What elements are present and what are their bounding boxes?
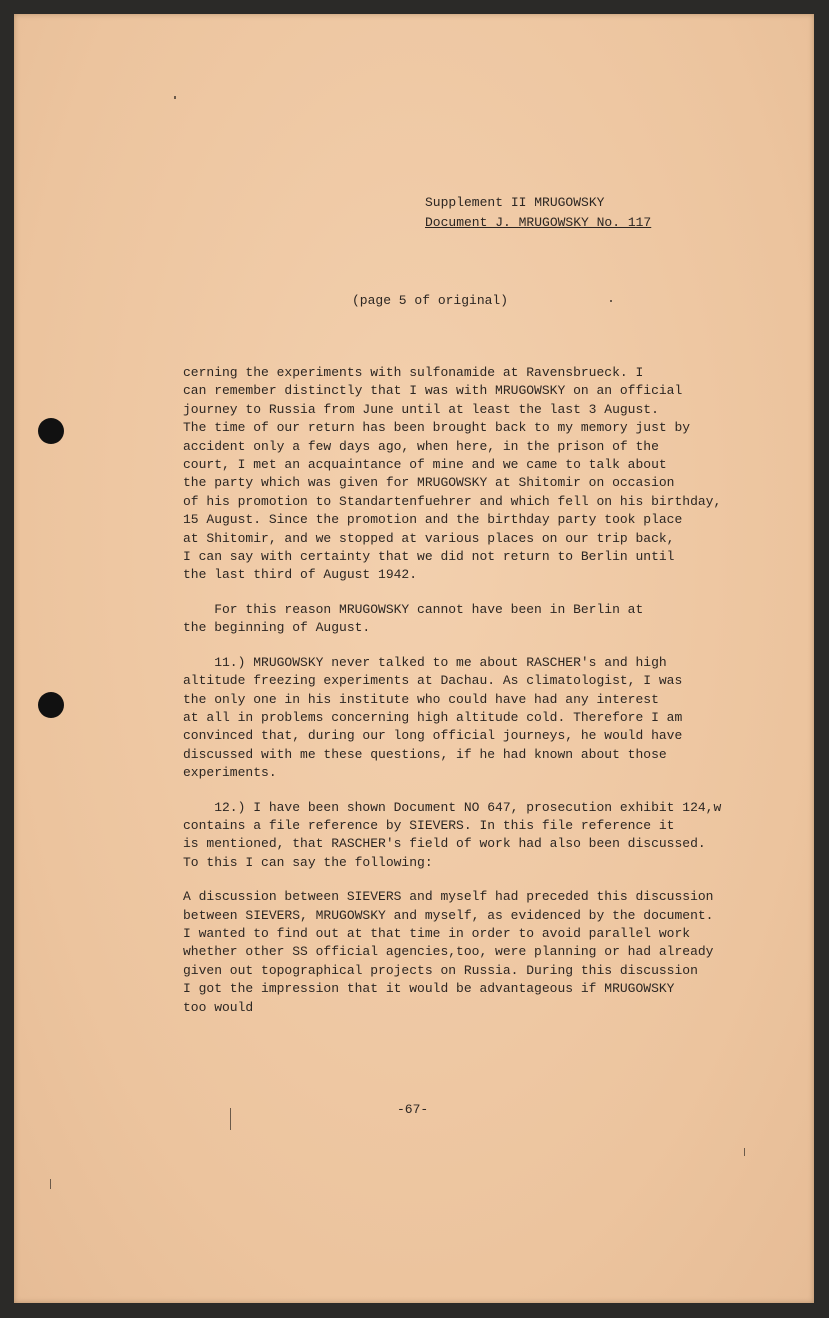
- header-document-number: Document J. MRUGOWSKY No. 117: [425, 215, 652, 230]
- text-line: journey to Russia from June until at least the last 3 August.: [183, 401, 659, 417]
- text-line: contains a file reference by SIEVERS. In this file reference it: [183, 817, 675, 833]
- page-reference: (page 5 of original): [352, 293, 509, 308]
- text-line: experiments.: [183, 765, 277, 781]
- text-line: the last third of August 1942.: [183, 567, 418, 583]
- header-supplement: Supplement II MRUGOWSKY: [425, 195, 605, 210]
- text-line: A discussion between SIEVERS and myself had preceded this discussion: [183, 889, 714, 905]
- text-line: To this I can say the following:: [183, 854, 433, 870]
- document-body: [183, 364, 773, 1017]
- text-line: convinced that, during our long official journeys, he would have: [183, 728, 683, 744]
- text-line: is mentioned, that RASCHER's field of work had also been discussed.: [183, 836, 706, 852]
- paragraph-4: [183, 799, 773, 873]
- text-line: can remember distinctly that I was with MRUGOWSKY on an official: [183, 383, 683, 399]
- text-line: For this reason MRUGOWSKY cannot have been in Berlin at: [183, 601, 644, 617]
- paper-speck: [174, 96, 176, 99]
- paper-speck: [610, 300, 612, 302]
- paper-speck: [50, 1179, 51, 1189]
- paragraph-3: [183, 654, 773, 783]
- text-line: given out topographical projects on Russia. During this discussion: [183, 962, 698, 978]
- paragraph-1: [183, 364, 773, 585]
- text-line: the beginning of August.: [183, 620, 371, 636]
- text-line: 15 August. Since the promotion and the birthday party took place: [183, 512, 683, 528]
- text-line: whether other SS official agencies,too, were planning or had already: [183, 944, 714, 960]
- text-line: I wanted to find out at that time in order to avoid parallel work: [183, 925, 691, 941]
- text-line: at all in problems concerning high altitude cold. Therefore I am: [183, 709, 683, 725]
- text-line: I can say with certainty that we did not return to Berlin until: [183, 549, 675, 565]
- text-line: The time of our return has been brought back to my memory just by: [183, 420, 691, 436]
- text-line: altitude freezing experiments at Dachau. As climatologist, I was: [183, 673, 683, 689]
- punch-hole: [38, 692, 64, 718]
- text-line: 11.) MRUGOWSKY never talked to me about RASCHER's and high: [183, 654, 667, 670]
- paper-speck: [744, 1148, 745, 1156]
- text-line: court, I met an acquaintance of mine and we came to talk about: [183, 457, 667, 473]
- text-line: accident only a few days ago, when here, in the prison of the: [183, 438, 659, 454]
- text-line: of his promotion to Standartenfuehrer and which fell on his birthday,: [183, 493, 722, 509]
- text-line: I got the impression that it would be advantageous if MRUGOWSKY: [183, 981, 675, 997]
- text-line: discussed with me these questions, if he had known about those: [183, 746, 667, 762]
- paper-speck: [230, 1108, 231, 1130]
- text-line: at Shitomir, and we stopped at various places on our trip back,: [183, 530, 675, 546]
- paragraph-5: [183, 888, 773, 1017]
- paragraph-2: [183, 601, 773, 638]
- document-header: [425, 193, 651, 233]
- text-line: too would: [183, 999, 254, 1015]
- text-line: the only one in his institute who could have had any interest: [183, 691, 659, 707]
- text-line: the party which was given for MRUGOWSKY at Shitomir on occasion: [183, 475, 675, 491]
- text-line: between SIEVERS, MRUGOWSKY and myself, as evidenced by the document.: [183, 907, 714, 923]
- text-line: cerning the experiments with sulfonamide at Ravensbrueck. I: [183, 365, 644, 380]
- text-line: 12.) I have been shown Document NO 647, prosecution exhibit 124,w: [183, 799, 722, 815]
- punch-hole: [38, 418, 64, 444]
- page-number: -67-: [397, 1102, 429, 1117]
